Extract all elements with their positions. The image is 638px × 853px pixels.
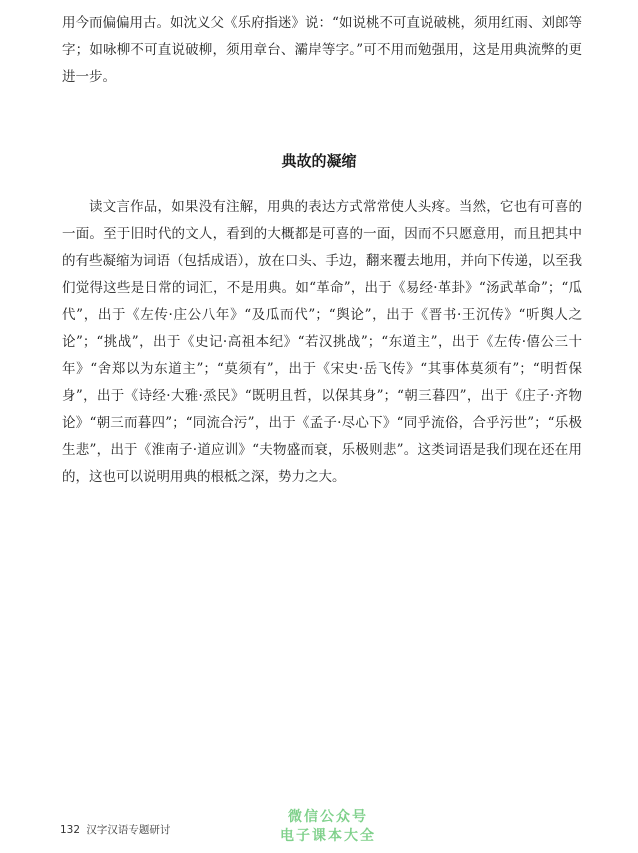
book-title: 汉字汉语专题研讨 — [86, 824, 171, 836]
watermark — [258, 808, 398, 846]
page-number: 132 — [60, 824, 81, 836]
page-footer — [60, 822, 170, 837]
intro-paragraph: 用今而偏偏用古。如沈义父《乐府指迷》说：“如说桃不可直说破桃，须用红雨、刘郎等字；如咏柳不可直说破柳，须用章台、灞岸等字。”可不用而勉强用，这是用典流弊的更进一步。 — [62, 15, 582, 85]
watermark-line-2: 电子课本大全 — [280, 828, 376, 844]
section-heading: 典故的凝缩 — [281, 152, 357, 170]
watermark-line-1: 微信公众号 — [288, 809, 368, 825]
section-body-paragraph: 读文言作品，如果没有注解，用典的表达方式常常使人头疼。当然，它也有可喜的一面。至于旧时代的文人，看到的大概都是可喜的一面，因而不只愿意用，而且把其中的有些凝缩为词语（包括成语），放在口头、手边，翻来覆去地用，并向下传递，以至我们觉得这些是日常的词汇，不是用典。如“革命”，出于《易经·革卦》“汤武革命”；“瓜代”，出于《左传·庄公八年》“及瓜而代”；“舆论”，出于《晋书·王沉传》“听舆人之论”；“挑战”，出于《史记·高祖本纪》“若汉挑战”；“东道主”，出于《左传·僖公三十年》“舍郑以为东道主”；“莫须有”，出于《宋史·岳飞传》“其事体莫须有”；“明哲保身”，出于《诗经·大雅·烝民》“既明且哲，以保其身”；“朝三暮四”，出于《庄子·齐物论》“朝三而暮四”；“同流合污”，出于《孟子·尽心下》“同乎流俗，合乎污世”；“乐极生悲”，出于《淮南子·道应训》“夫物盛而衰，乐极则悲”。这类词语是我们现在还在用的，这也可以说明用典的根柢之深，势力之大。 — [62, 199, 582, 485]
